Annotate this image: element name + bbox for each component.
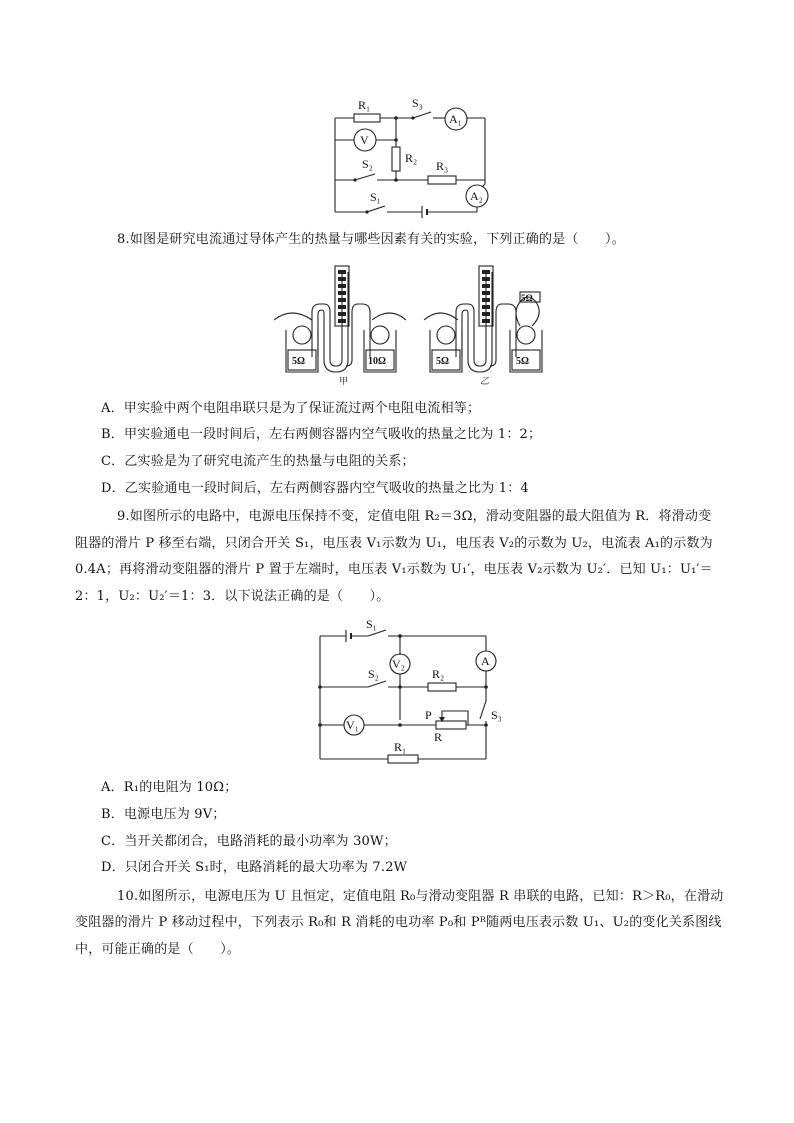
label-r2: R₂ <box>405 151 418 165</box>
yi-top-resistor-label: 5Ω <box>521 293 533 303</box>
label-r2: R₂ <box>432 667 445 681</box>
label-a: A <box>481 654 490 668</box>
yi-caption: 乙 <box>480 376 490 386</box>
label-r1: R₁ <box>394 740 407 754</box>
q9-stem-line-3: 0.4A；再将滑动变阻器的滑片 P 置于左端时，电压表 V₁示数为 U₁′，电压表 V₂示数为 U₂′．已知 U₁：U₁′＝ <box>75 562 713 577</box>
r3-resistor <box>428 176 456 184</box>
label-s3: S₃ <box>412 96 423 110</box>
jia-left-resistor-label: 5Ω <box>292 356 306 367</box>
q9-option-c: C．当开关都闭合，电路消耗的最小功率为 30W； <box>101 834 397 849</box>
label-s2: S₂ <box>362 157 373 171</box>
q10-stem-line-3: 中，可能正确的是（ ）。 <box>75 942 241 957</box>
q9-option-b: B．电源电压为 9V； <box>101 807 226 822</box>
label-s1: S₁ <box>366 617 377 631</box>
q8-option-a: A．甲实验中两个电阻串联只是为了保证流过两个电阻电流相等； <box>101 401 481 416</box>
q9-option-a: A．R₁的电阻为 10Ω； <box>101 780 238 795</box>
label-s1: S₁ <box>370 190 381 204</box>
q8-stem: 8.如图是研究电流通过导体产生的热量与哪些因素有关的实验，下列正确的是（ ）。 <box>117 232 625 247</box>
q8-option-c: C．乙实验是为了研究电流产生的热量与电阻的关系； <box>101 454 415 469</box>
q9-stem-line-4: 2：1，U₂：U₂′＝1：3．以下说法正确的是（ ）。 <box>75 589 390 604</box>
label-s3: S₃ <box>491 708 502 722</box>
slider-resistor-r <box>436 721 466 729</box>
yi-right-resistor-label: 5Ω <box>516 356 530 367</box>
jia-right-resistor-label: 10Ω <box>368 356 387 367</box>
q8-option-d: D．乙实验通电一段时间后，左右两侧容器内空气吸收的热量之比为 1：4 <box>101 481 529 496</box>
label-r: R <box>434 730 443 744</box>
label-v2: V₂ <box>392 657 405 671</box>
r2-resistor <box>392 147 400 171</box>
circuit-diagram-1 <box>325 92 500 220</box>
jia-caption: 甲 <box>339 376 349 386</box>
r1-resistor <box>388 755 418 763</box>
yi-left-resistor-label: 5Ω <box>436 356 450 367</box>
q9-stem-line-1: 9.如图所示的电路中，电源电压保持不变，定值电阻 R₂＝3Ω，滑动变阻器的最大阻值为 R．将滑动变 <box>117 509 712 524</box>
label-p: P <box>425 708 432 722</box>
q10-stem-line-1: 10.如图所示，电源电压为 U 且恒定，定值电阻 R₀与滑动变阻器 R 串联的电路，已知：R＞R₀，在滑动 <box>117 889 724 904</box>
label-a1: A₁ <box>449 112 462 126</box>
joule-heating-figure <box>272 262 554 387</box>
r2-resistor <box>428 683 456 691</box>
q9-option-d: D．只闭合开关 S₁时，电路消耗的最大功率为 7.2W <box>101 860 408 875</box>
label-r1: R₁ <box>358 98 371 112</box>
r1-resistor <box>354 114 380 122</box>
label-r3: R₃ <box>436 159 449 173</box>
label-v: V <box>360 133 369 147</box>
label-v1: V₁ <box>346 718 359 732</box>
label-s2: S₂ <box>368 667 379 681</box>
label-a2: A₂ <box>470 189 483 203</box>
q9-stem-line-2: 阻器的滑片 P 移至右端，只闭合开关 S₁，电压表 V₁示数为 U₁，电压表 V₂的示数为 U₂，电流表 A₁的示数为 <box>75 536 713 551</box>
q8-option-b: B．甲实验通电一段时间后，左右两侧容器内空气吸收的热量之比为 1：2； <box>101 427 542 442</box>
circuit-diagram-2 <box>310 615 510 770</box>
q10-stem-line-2: 变阻器的滑片 P 移动过程中，下列表示 R₀和 R 消耗的电功率 P₀和 Pᴿ随两电压表示数 U₁、U₂的变化关系图线 <box>75 915 722 930</box>
